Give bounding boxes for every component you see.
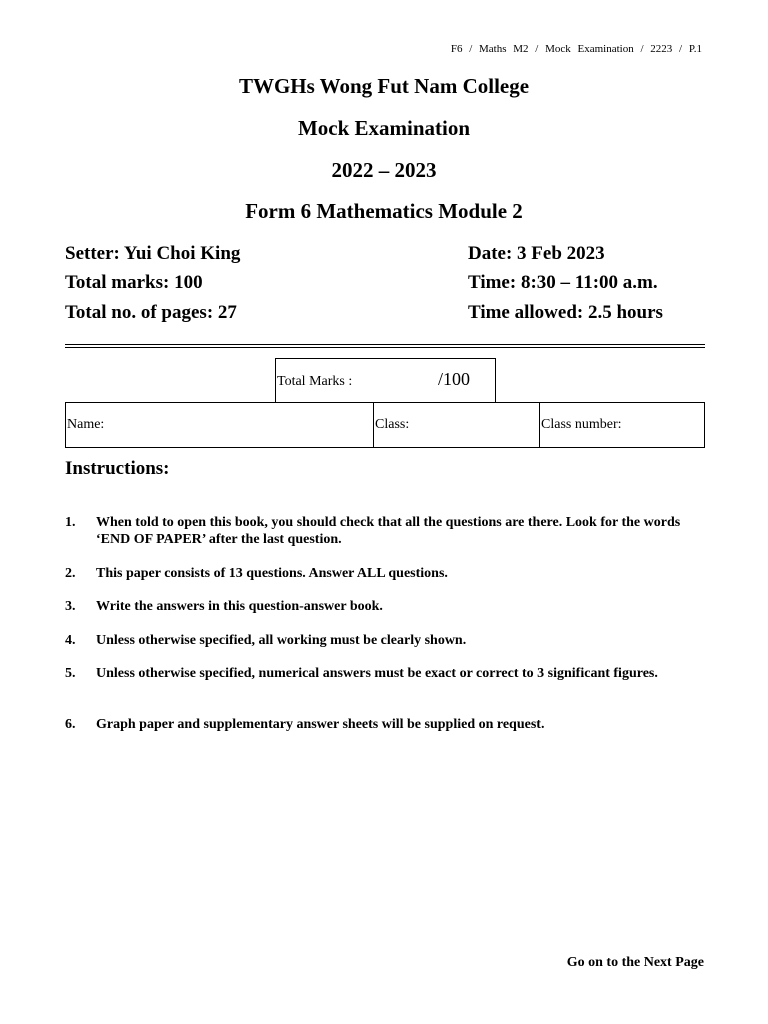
name-label: Name: (67, 417, 105, 432)
instruction-number: 6. (65, 717, 76, 732)
total-marks-value: /100 (438, 369, 471, 389)
instruction-item (65, 665, 705, 682)
instruction-text: This paper consists of 13 questions. Answer ALL questions. (96, 566, 448, 581)
school-name: TWGHs Wong Fut Nam College (238, 74, 530, 98)
instruction-number: 1. (65, 515, 76, 530)
class-number-field[interactable] (540, 403, 704, 447)
divider-top (65, 344, 705, 345)
instructions-heading: Instructions: (65, 458, 170, 479)
class-label: Class: (375, 417, 410, 432)
total-marks-box (275, 358, 496, 403)
subject-title: Form 6 Mathematics Module 2 (245, 199, 523, 223)
next-page-note: Go on to the Next Page (566, 955, 704, 970)
instruction-number: 2. (65, 566, 76, 581)
name-field[interactable] (66, 403, 374, 447)
setter: Setter: Yui Choi King (65, 243, 241, 264)
instruction-text: Unless otherwise specified, numerical answers must be exact or correct to 3 significant figures. (96, 666, 658, 681)
instruction-number: 3. (65, 599, 76, 614)
instruction-text: Unless otherwise specified, all working must be clearly shown. (96, 633, 467, 648)
instruction-item (65, 565, 705, 582)
instruction-number: 4. (65, 633, 76, 648)
exam-date: Date: 3 Feb 2023 (468, 243, 605, 264)
instruction-item (65, 716, 705, 733)
instruction-item (65, 514, 705, 548)
instruction-item (65, 632, 705, 649)
total-marks: Total marks: 100 (65, 272, 203, 293)
instruction-text: When told to open this book, you should check that all the questions are there. Look for the words ‘END OF PAPER’ after the last question. (96, 515, 681, 547)
total-marks-label: Total Marks : (277, 374, 353, 389)
class-field[interactable] (374, 403, 540, 447)
page-header-reference: F6 / Maths M2 / Mock Examination / 2223 / P.1 (450, 43, 702, 55)
instruction-item (65, 598, 705, 615)
time-allowed: Time allowed: 2.5 hours (468, 302, 663, 323)
instruction-number: 5. (65, 666, 76, 681)
divider-bottom (65, 347, 705, 348)
exam-year: 2022 – 2023 (331, 158, 437, 182)
exam-title: Mock Examination (297, 116, 471, 140)
instruction-text: Write the answers in this question-answer book. (96, 599, 383, 614)
class-number-label: Class number: (541, 417, 622, 432)
exam-time: Time: 8:30 – 11:00 a.m. (468, 272, 658, 293)
total-pages: Total no. of pages: 27 (65, 302, 237, 323)
student-info-row (65, 402, 705, 448)
instruction-text: Graph paper and supplementary answer sheets will be supplied on request. (96, 717, 545, 732)
